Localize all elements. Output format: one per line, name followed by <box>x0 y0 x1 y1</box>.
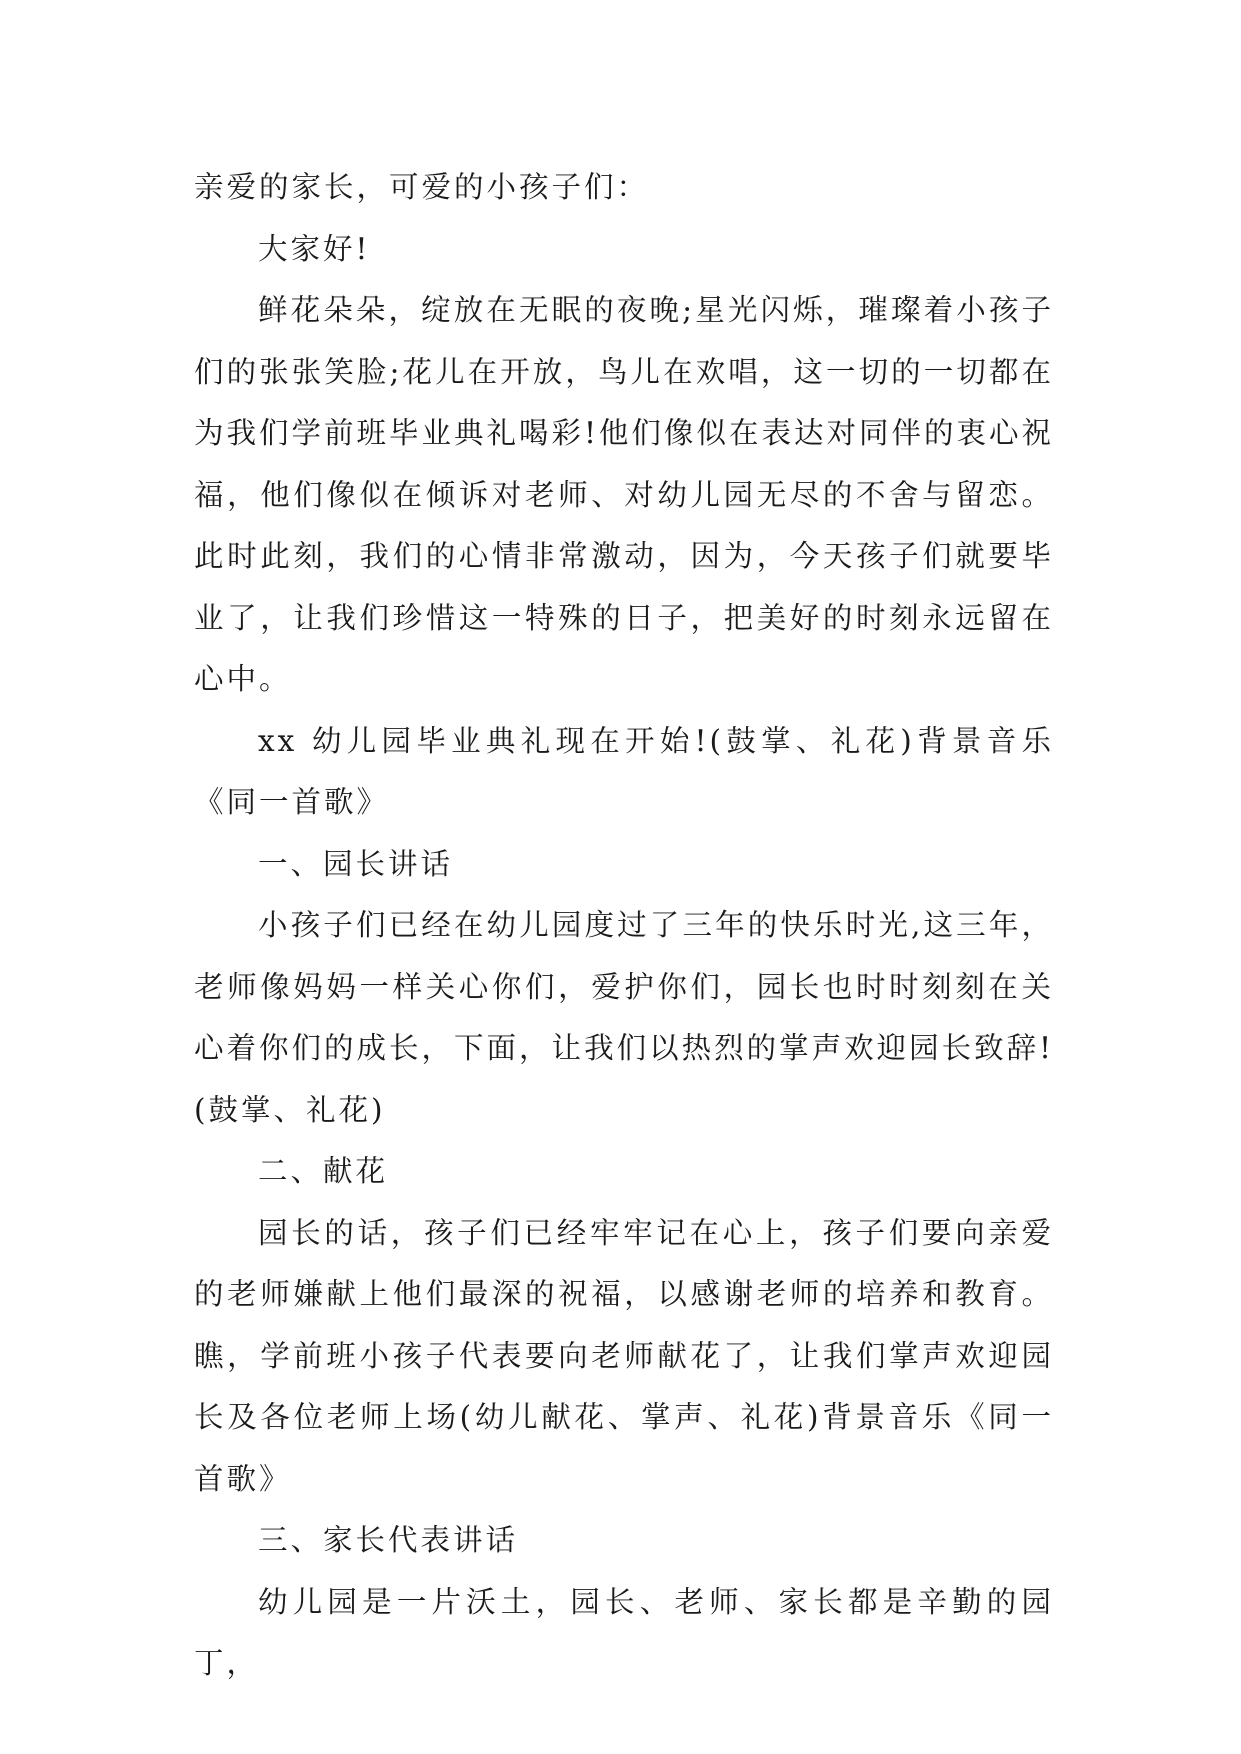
parent-speech-paragraph: 幼儿园是一片沃土，园长、老师、家长都是辛勤的园丁， <box>194 1584 1054 1680</box>
document-page <box>194 157 1054 1695</box>
principal-speech-paragraph: 小孩子们已经在幼儿园度过了三年的快乐时光,这三年，老师像妈妈一样关心你们，爱护你们，园长也时时刻刻在关心着你们的成长，下面，让我们以热烈的掌声欢迎园长致辞!(鼓掌、礼花) <box>194 908 1054 1127</box>
section-heading-parent-speech: 三、家长代表讲话 <box>258 1523 519 1557</box>
section-heading-flowers: 二、献花 <box>258 1154 389 1188</box>
ceremony-start-paragraph: xx 幼儿园毕业典礼现在开始!(鼓掌、礼花)背景音乐《同一首歌》 <box>194 723 1054 819</box>
greeting: 大家好! <box>258 231 371 266</box>
salutation: 亲爱的家长，可爱的小孩子们： <box>194 170 650 204</box>
opening-paragraph: 鲜花朵朵，绽放在无眠的夜晚;星光闪烁，璀璨着小孩子们的张张笑脸;花儿在开放，鸟儿在欢唱，这一切的一切都在为我们学前班毕业典礼喝彩!他们像似在表达对同伴的衷心祝福，他们像似在倾诉对老师、对幼儿园无尽的不舍与留恋。此时此刻，我们的心情非常激动，因为，今天孩子们就要毕业了，让我们珍惜这一特殊的日子，把美好的时刻永远留在心中。 <box>194 293 1054 696</box>
section-heading-principal-speech: 一、园长讲话 <box>258 846 454 881</box>
flowers-paragraph: 园长的话，孩子们已经牢牢记在心上，孩子们要向亲爱的老师嫌献上他们最深的祝福，以感谢老师的培养和教育。瞧，学前班小孩子代表要向老师献花了，让我们掌声欢迎园长及各位老师上场(幼儿献花、掌声、礼花)背景音乐《同一首歌》 <box>194 1215 1054 1496</box>
